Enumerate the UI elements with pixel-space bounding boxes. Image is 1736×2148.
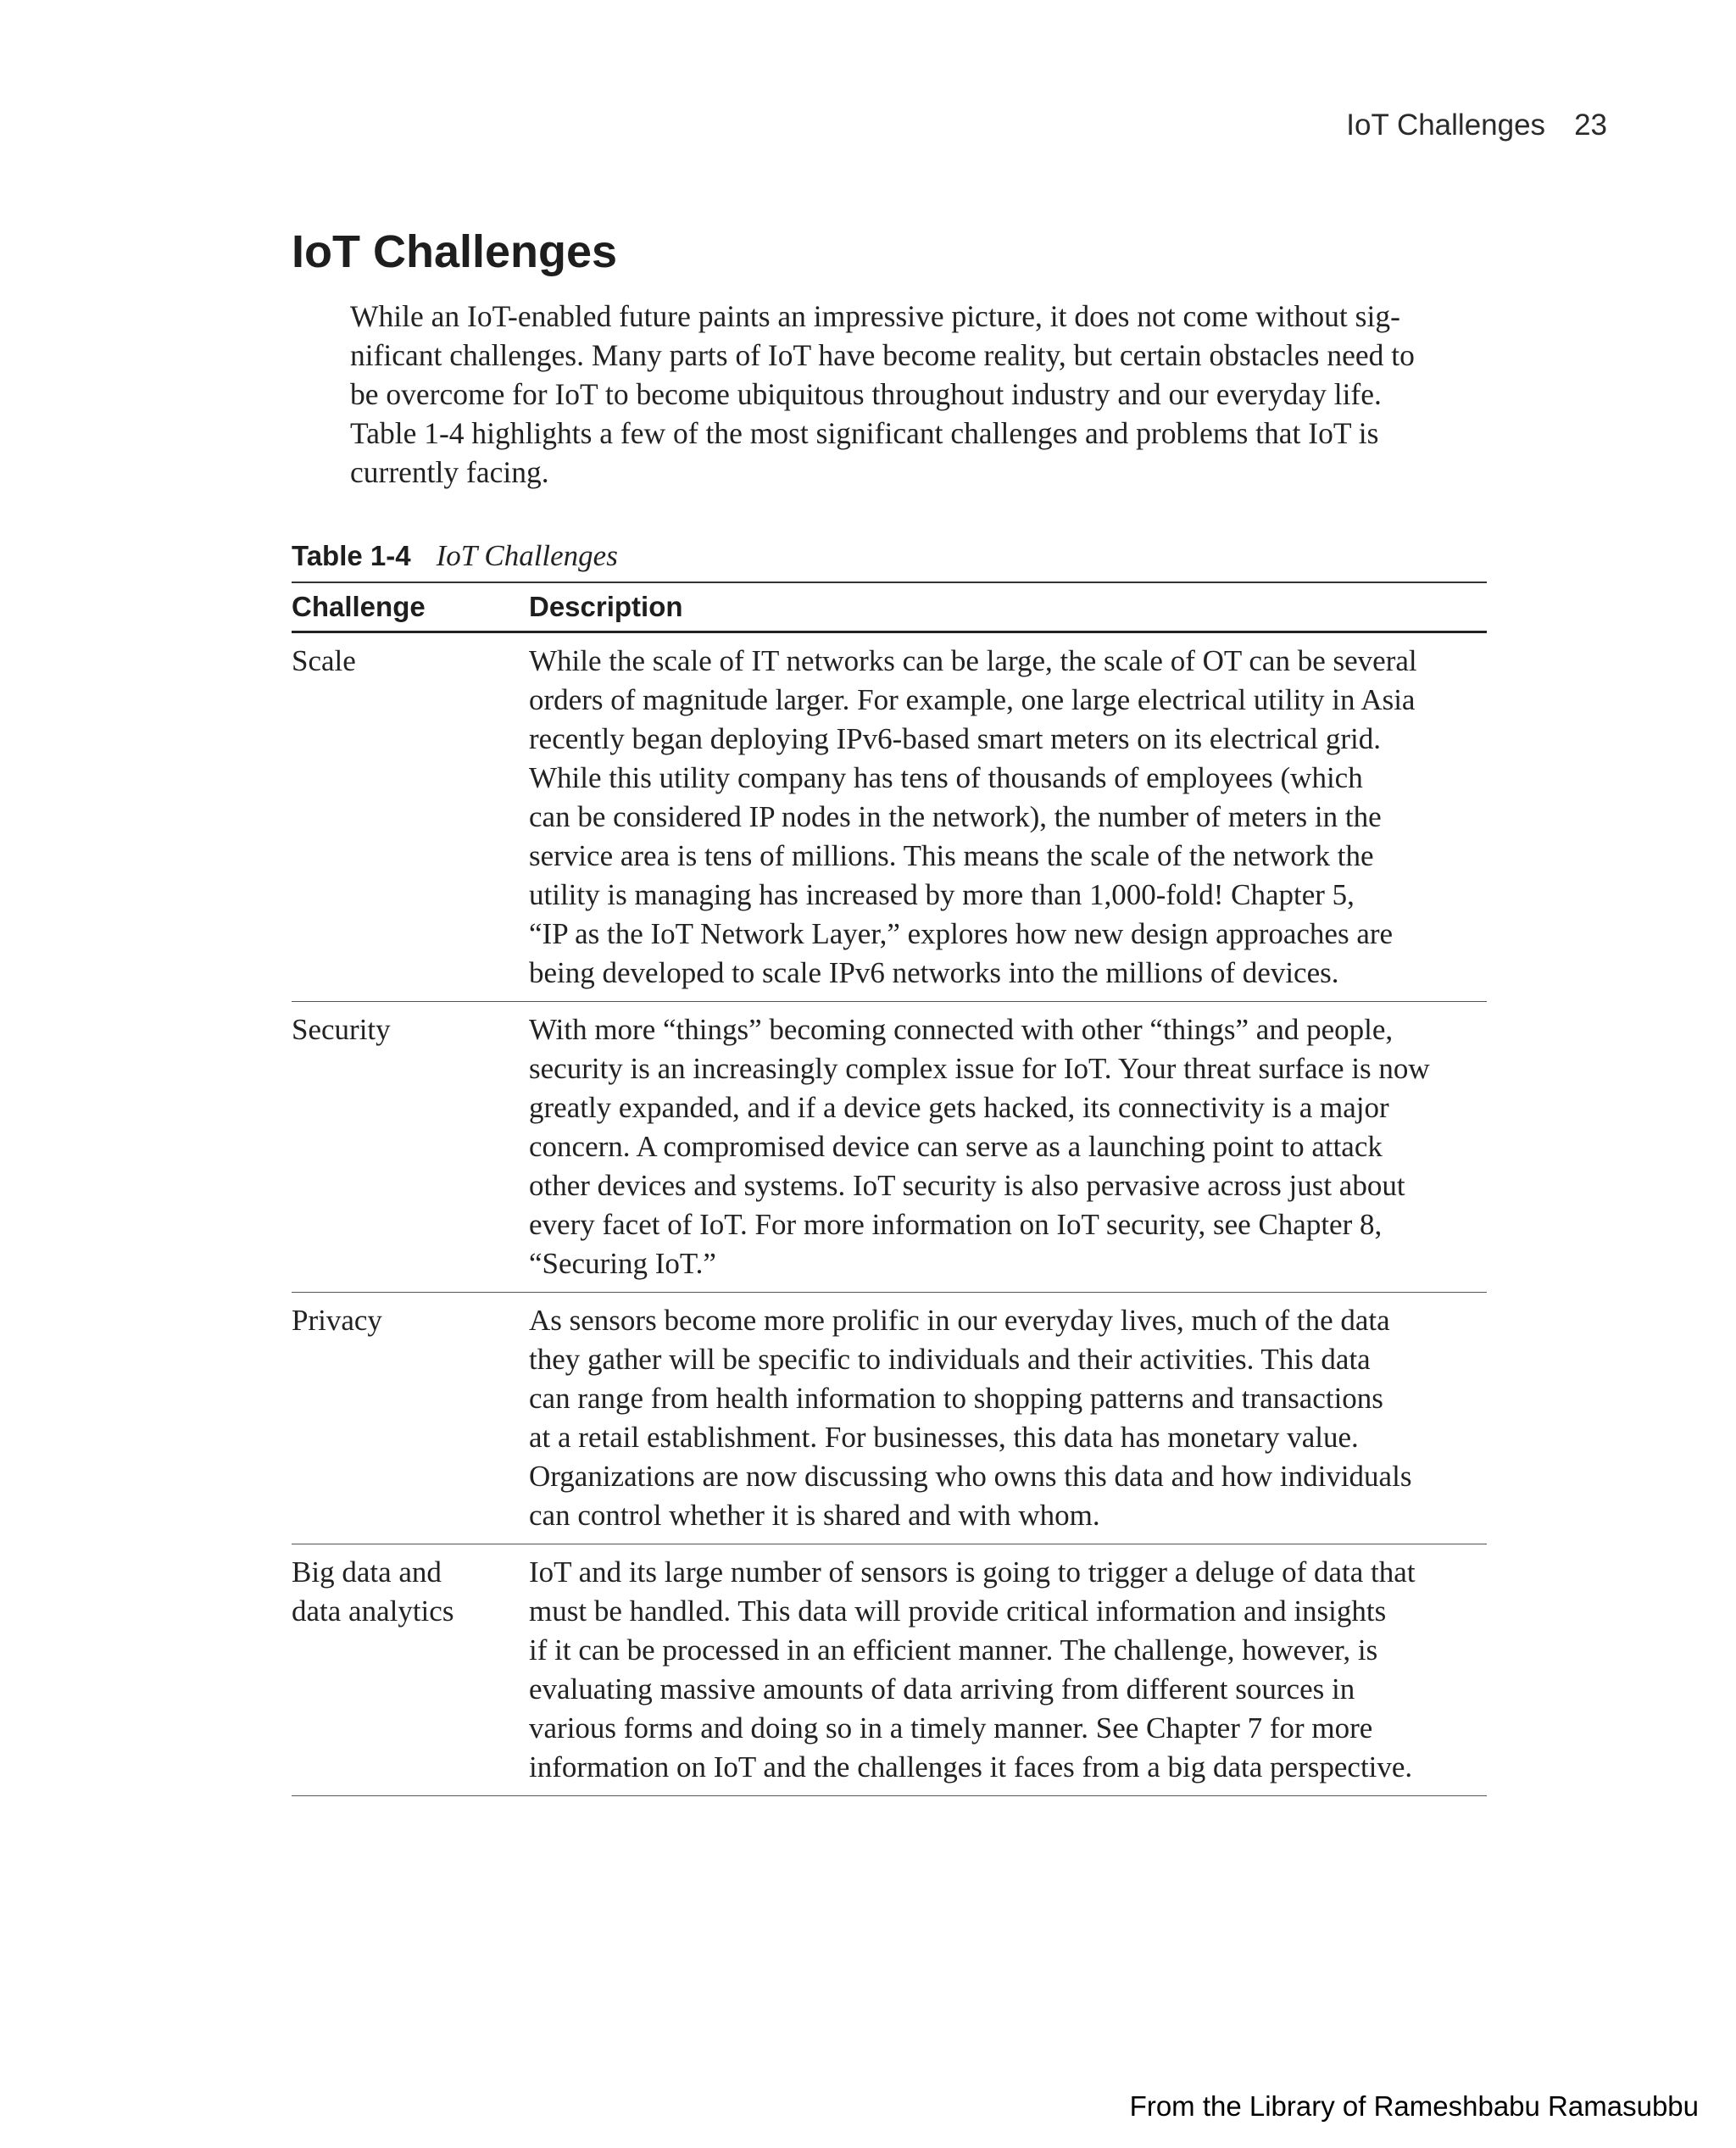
table-caption (292, 539, 618, 573)
description-line: “Securing IoT.” (529, 1247, 716, 1280)
description-line: recently began deploying IPv6-based smart meters on its electrical grid. (529, 722, 1381, 755)
challenge-cell (292, 1010, 529, 1283)
intro-line: Table 1-4 highlights a few of the most significant challenges and problems that IoT is (350, 416, 1379, 450)
table-header-row (292, 583, 1487, 633)
section-title: IoT Challenges (292, 226, 618, 277)
description-cell (529, 1553, 1487, 1787)
description-line: they gather will be specific to individuals and their activities. This data (529, 1343, 1371, 1376)
description-cell (529, 1010, 1487, 1283)
challenges-table (292, 582, 1487, 1796)
description-line: security is an increasingly complex issue for IoT. Your threat surface is now (529, 1052, 1430, 1085)
description-line: utility is managing has increased by more than 1,000-fold! Chapter 5, (529, 878, 1355, 911)
intro-paragraph (350, 297, 1486, 492)
description-line: greatly expanded, and if a device gets hacked, its connectivity is a major (529, 1091, 1389, 1124)
table-row (292, 1544, 1487, 1796)
challenge-cell (292, 642, 529, 993)
description-line: information on IoT and the challenges it faces from a big data perspective. (529, 1750, 1413, 1784)
table-row (292, 633, 1487, 1002)
challenge-line: Big data and (292, 1555, 442, 1589)
challenge-cell (292, 1301, 529, 1535)
table-row (292, 1293, 1487, 1544)
intro-line: While an IoT-enabled future paints an impressive picture, it does not come without sig- (350, 299, 1400, 333)
description-line: various forms and doing so in a timely manner. See Chapter 7 for more (529, 1711, 1373, 1745)
description-line: Organizations are now discussing who owns this data and how individuals (529, 1460, 1412, 1493)
description-line: can be considered IP nodes in the network), the number of meters in the (529, 800, 1382, 833)
running-head (1346, 109, 1607, 142)
library-footer: From the Library of Rameshbabu Ramasubbu (1129, 2090, 1699, 2122)
description-line: IoT and its large number of sensors is going to trigger a deluge of data that (529, 1555, 1416, 1589)
description-line: if it can be processed in an efficient manner. The challenge, however, is (529, 1633, 1378, 1667)
description-line: at a retail establishment. For businesses, this data has monetary value. (529, 1421, 1359, 1454)
description-line: evaluating massive amounts of data arriving from different sources in (529, 1672, 1355, 1706)
table-header-challenge: Challenge (292, 591, 426, 622)
description-line: every facet of IoT. For more information on IoT security, see Chapter 8, (529, 1208, 1383, 1241)
description-line: orders of magnitude larger. For example, one large electrical utility in Asia (529, 683, 1416, 716)
description-cell (529, 642, 1487, 993)
description-line: must be handled. This data will provide critical information and insights (529, 1594, 1387, 1628)
challenge-line: Security (292, 1013, 391, 1046)
description-line: While this utility company has tens of thousands of employees (which (529, 761, 1363, 794)
challenge-line: data analytics (292, 1594, 454, 1628)
intro-line: be overcome for IoT to become ubiquitous throughout industry and our everyday life. (350, 377, 1382, 411)
description-cell (529, 1301, 1487, 1535)
description-line: service area is tens of millions. This means the scale of the network the (529, 839, 1374, 872)
description-line: being developed to scale IPv6 networks into the millions of devices. (529, 956, 1339, 989)
description-line: While the scale of IT networks can be large, the scale of OT can be several (529, 644, 1417, 677)
challenge-cell (292, 1553, 529, 1787)
intro-line: nificant challenges. Many parts of IoT have become reality, but certain obstacles need to (350, 338, 1415, 372)
table-row (292, 1002, 1487, 1293)
table-header-description: Description (529, 591, 683, 622)
table-caption-title: IoT Challenges (436, 539, 618, 572)
challenge-line: Privacy (292, 1304, 382, 1337)
description-line: With more “things” becoming connected with other “things” and people, (529, 1013, 1394, 1046)
description-line: As sensors become more prolific in our everyday lives, much of the data (529, 1304, 1390, 1337)
intro-line: currently facing. (350, 455, 549, 489)
description-line: concern. A compromised device can serve as a launching point to attack (529, 1130, 1383, 1163)
table-caption-number: Table 1-4 (292, 540, 411, 571)
page-number: 23 (1574, 109, 1607, 142)
running-head-title: IoT Challenges (1346, 109, 1546, 142)
description-line: other devices and systems. IoT security is also pervasive across just about (529, 1169, 1405, 1202)
description-line: “IP as the IoT Network Layer,” explores how new design approaches are (529, 917, 1394, 950)
description-line: can control whether it is shared and with whom. (529, 1499, 1100, 1532)
challenge-line: Scale (292, 644, 356, 677)
description-line: can range from health information to shopping patterns and transactions (529, 1382, 1383, 1415)
